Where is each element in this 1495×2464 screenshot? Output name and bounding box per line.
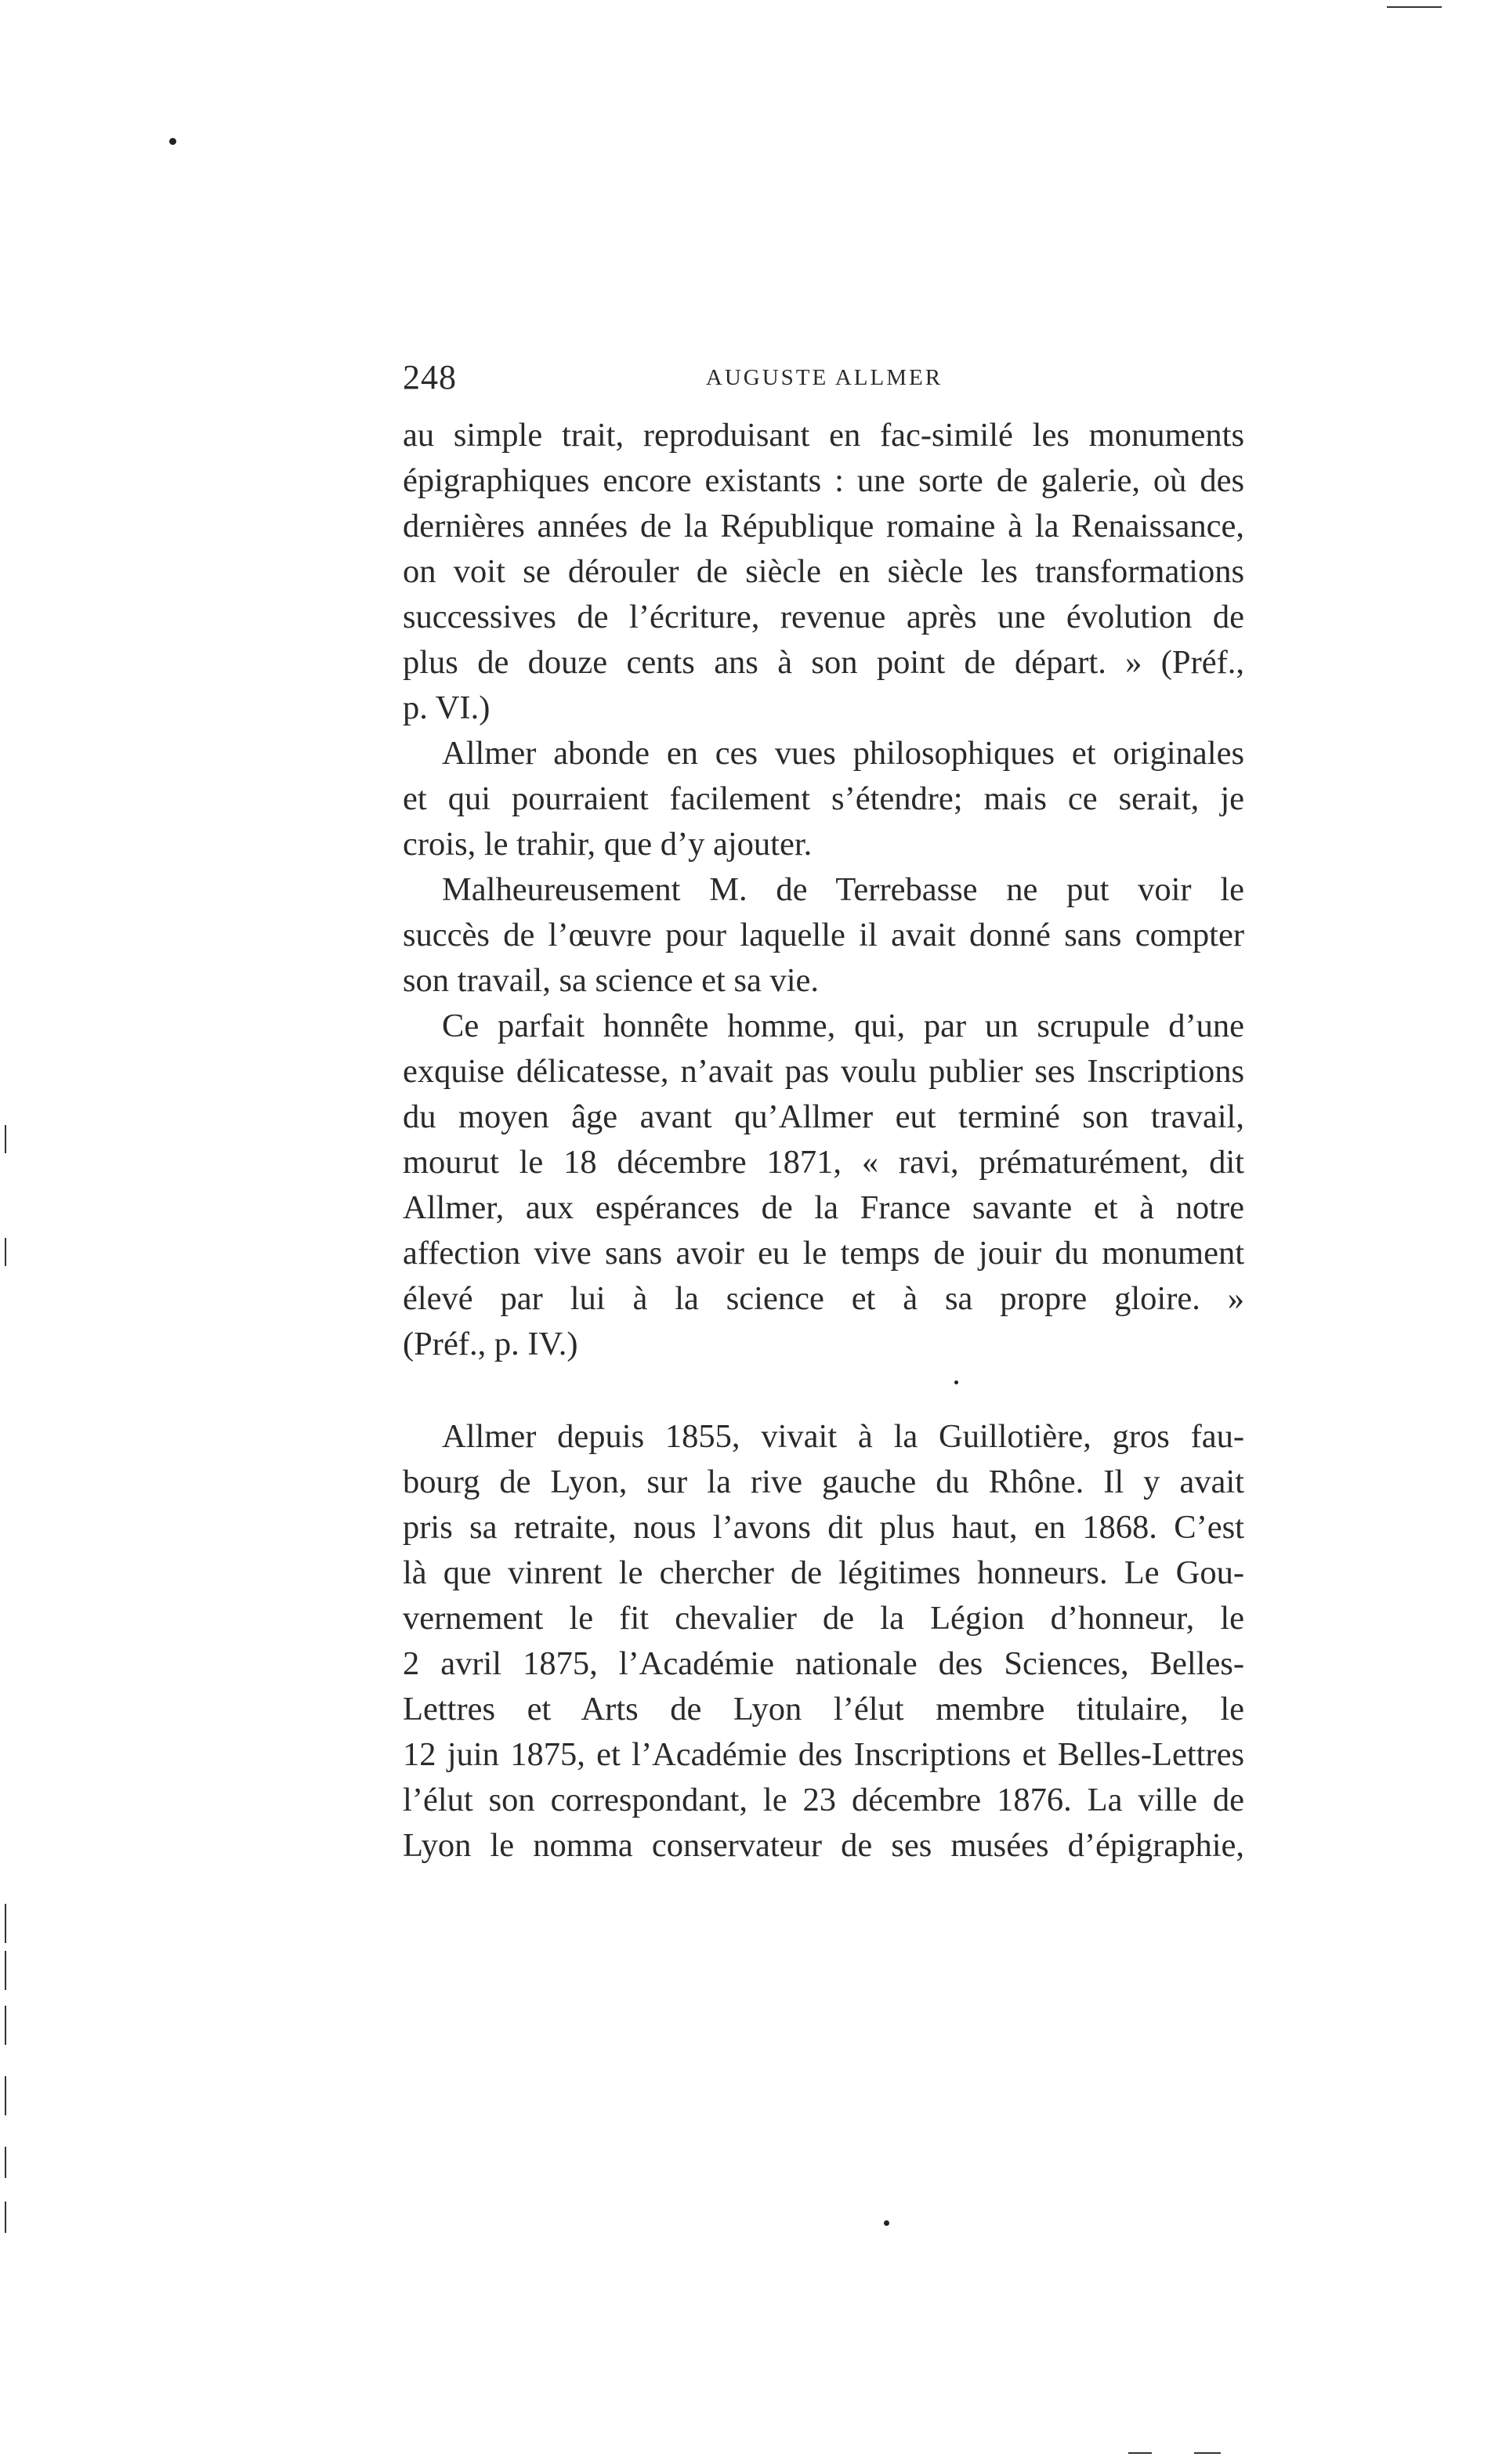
text-line: mourut le 18 décembre 1871, « ravi, prématurément, dit [403,1144,1244,1181]
text-line: épigraphiques encore existants : une sorte de galerie, où des [403,462,1244,499]
text-line: succès de l’œuvre pour laquelle il avait donné sans compter [403,917,1244,953]
edge-mark [1387,6,1442,8]
text-line: crois, le trahir, que d’y ajouter. [403,826,813,863]
text-line: p. VI.) [403,689,490,726]
text-line: au simple trait, reproduisant en fac-similé les monuments [403,417,1244,454]
edge-mark [1194,2452,1221,2454]
text-line: Ce parfait honnête homme, qui, par un scrupule d’une [442,1008,1244,1044]
text-line: (Préf., p. IV.) [403,1326,578,1362]
text-line: son travail, sa science et sa vie. [403,962,820,999]
text-line: Malheureusement M. de Terrebasse ne put voir le [442,871,1244,908]
text-line: Lyon le nomma conservateur de ses musées d’épigraphie, [403,1827,1244,1864]
text-line: bourg de Lyon, sur la rive gauche du Rhône. Il y avait [403,1464,1244,1500]
body-text [403,413,1244,1869]
text-line: là que vinrent le chercher de légitimes honneurs. Le Gou- [403,1554,1244,1591]
edge-mark [5,2147,6,2178]
paragraph [403,1414,1244,1869]
running-head: AUGUSTE ALLMER [705,365,943,390]
edge-mark [5,2006,6,2045]
edge-mark [5,1238,6,1266]
page-number: 248 [403,358,457,396]
text-line: pris sa retraite, nous l’avons dit plus haut, en 1868. C’est [403,1509,1244,1546]
paragraph [403,731,1244,867]
text-line: plus de douze cents ans à son point de départ. » (Préf., [403,644,1244,681]
edge-mark [5,1125,6,1153]
text-line: dernières années de la République romaine à la Renaissance, [403,508,1244,545]
edge-mark [1128,2452,1152,2454]
text-line: et qui pourraient facilement s’étendre; mais ce serait, je [403,780,1244,817]
paragraph [403,1004,1244,1367]
text-line: l’élut son correspondant, le 23 décembre 1876. La ville de [403,1782,1244,1818]
text-line: exquise délicatesse, n’avait pas voulu publier ses Inscriptions [403,1053,1244,1090]
edge-mark [5,2076,6,2115]
text-line: vernement le fit chevalier de la Légion d’honneur, le [403,1600,1244,1637]
text-line: successives de l’écriture, revenue après une évolution de [403,599,1244,635]
ink-speck [884,2220,889,2226]
text-line: 12 juin 1875, et l’Académie des Inscriptions et Belles-Lettres [403,1736,1244,1773]
paragraph [403,413,1244,731]
page-header [403,357,1246,404]
text-line: Allmer, aux espérances de la France savante et à notre [403,1189,1244,1226]
text-line: Allmer abonde en ces vues philosophiques et originales [442,735,1244,772]
edge-mark [5,1951,6,1990]
text-line: 2 avril 1875, l’Académie nationale des Sciences, Belles- [403,1645,1244,1682]
paragraph [403,867,1244,1004]
edge-mark [5,2202,6,2233]
text-line: on voit se dérouler de siècle en siècle les transformations [403,553,1244,590]
text-line: Lettres et Arts de Lyon l’élut membre titulaire, le [403,1691,1244,1728]
text-line: élevé par lui à la science et à sa propre gloire. » [403,1280,1244,1317]
edge-mark [5,1904,6,1943]
ink-speck [169,138,176,145]
section-gap [403,1367,1244,1414]
text-line: Allmer depuis 1855, vivait à la Guillotière, gros fau- [442,1418,1244,1455]
text-line: affection vive sans avoir eu le temps de jouir du monument [403,1235,1244,1272]
text-line: du moyen âge avant qu’Allmer eut terminé son travail, [403,1098,1244,1135]
